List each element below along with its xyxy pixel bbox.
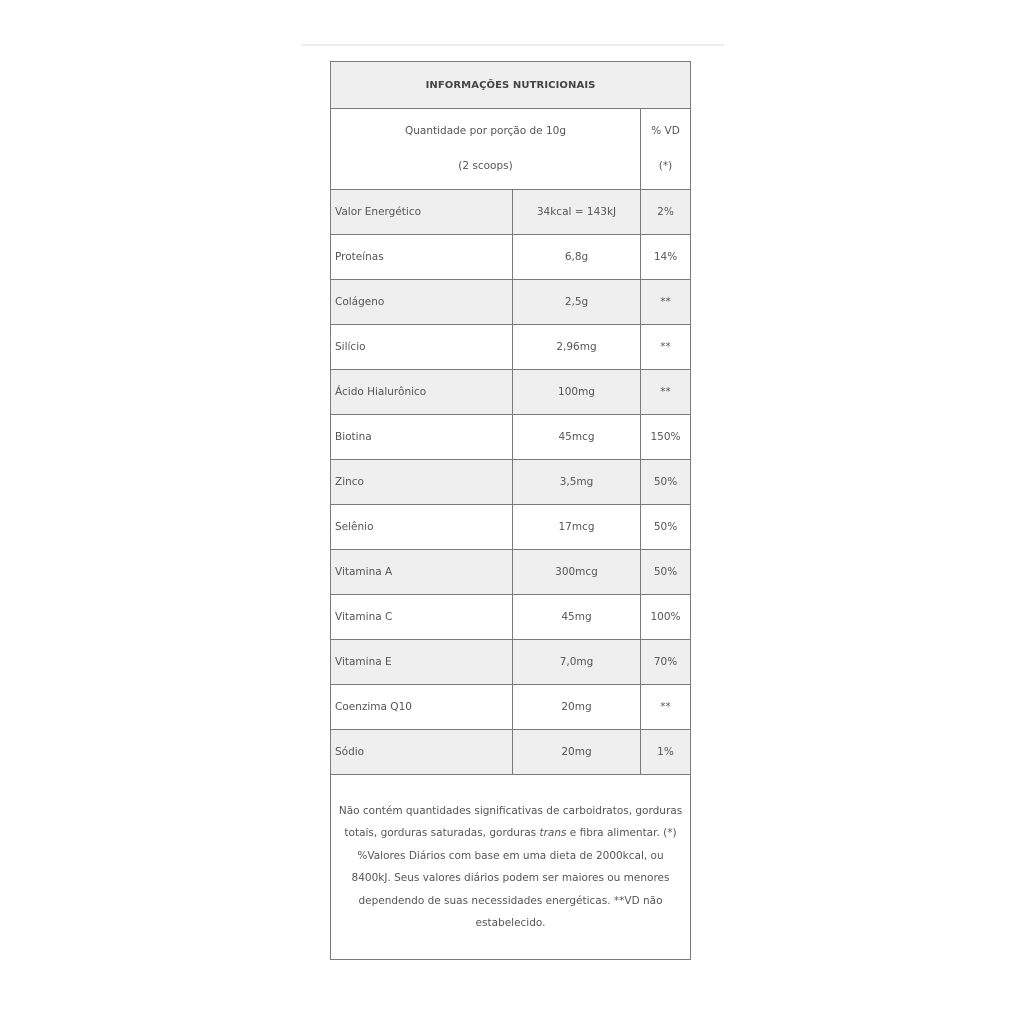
nutrient-amount: 2,5g — [513, 280, 641, 325]
table-row — [331, 370, 691, 415]
nutrient-name: Ácido Hialurônico — [331, 370, 513, 415]
top-divider — [302, 44, 724, 46]
nutrient-name: Vitamina C — [331, 595, 513, 640]
table-row — [331, 235, 691, 280]
nutrition-facts-table — [330, 61, 691, 960]
daily-value-header — [641, 109, 691, 190]
footnote-text-end: e fibra alimentar. (*) %Valores Diários com base em uma dieta de 2000kcal, ou 8400kJ. Seus valores diários podem ser maiores ou menores dependendo de suas necessidades energéticas. **VD não estabelecido. — [351, 827, 677, 929]
nutrient-daily-value: ** — [641, 370, 691, 415]
table-row — [331, 415, 691, 460]
nutrient-name: Vitamina A — [331, 550, 513, 595]
table-row — [331, 280, 691, 325]
table-row — [331, 505, 691, 550]
table-row — [331, 685, 691, 730]
nutrient-amount: 300mcg — [513, 550, 641, 595]
nutrient-amount: 100mg — [513, 370, 641, 415]
serving-size-cell — [331, 109, 641, 190]
nutrient-daily-value: 1% — [641, 730, 691, 775]
nutrient-name: Zinco — [331, 460, 513, 505]
nutrient-amount: 6,8g — [513, 235, 641, 280]
nutrient-amount: 20mg — [513, 685, 641, 730]
nutrient-name: Silício — [331, 325, 513, 370]
daily-value-label: % VD — [651, 125, 680, 137]
footnote — [331, 775, 691, 960]
table-row — [331, 640, 691, 685]
daily-value-asterisk: (*) — [658, 160, 673, 172]
table-row — [331, 325, 691, 370]
nutrient-daily-value: 50% — [641, 460, 691, 505]
nutrient-daily-value: 50% — [641, 505, 691, 550]
table-row — [331, 190, 691, 235]
nutrient-daily-value: 150% — [641, 415, 691, 460]
table-row — [331, 595, 691, 640]
nutrient-name: Vitamina E — [331, 640, 513, 685]
serving-scoops-text: (2 scoops) — [458, 160, 513, 172]
table-title: INFORMAÇÕES NUTRICIONAIS — [331, 62, 691, 109]
nutrient-daily-value: ** — [641, 280, 691, 325]
nutrient-name: Colágeno — [331, 280, 513, 325]
nutrient-amount: 3,5mg — [513, 460, 641, 505]
nutrient-amount: 2,96mg — [513, 325, 641, 370]
footnote-text-start: Não contém quantidades significativas de carboidratos, gorduras totais, gorduras saturadas, gorduras — [338, 804, 683, 839]
nutrient-daily-value: 70% — [641, 640, 691, 685]
table-row — [331, 730, 691, 775]
nutrient-amount: 45mcg — [513, 415, 641, 460]
nutrient-name: Sódio — [331, 730, 513, 775]
serving-row — [331, 109, 691, 190]
serving-size-text: Quantidade por porção de 10g — [405, 125, 566, 137]
table-row — [331, 550, 691, 595]
footnote-trans: trans — [539, 827, 567, 839]
nutrient-amount: 34kcal = 143kJ — [513, 190, 641, 235]
nutrient-amount: 7,0mg — [513, 640, 641, 685]
nutrient-daily-value: ** — [641, 685, 691, 730]
nutrient-name: Coenzima Q10 — [331, 685, 513, 730]
nutrient-daily-value: 50% — [641, 550, 691, 595]
nutrient-amount: 45mg — [513, 595, 641, 640]
footnote-row — [331, 775, 691, 960]
nutrient-daily-value: 14% — [641, 235, 691, 280]
nutrient-daily-value: 100% — [641, 595, 691, 640]
nutrient-name: Proteínas — [331, 235, 513, 280]
nutrient-name: Biotina — [331, 415, 513, 460]
nutrient-daily-value: ** — [641, 325, 691, 370]
nutrient-name: Valor Energético — [331, 190, 513, 235]
nutrient-daily-value: 2% — [641, 190, 691, 235]
table-title-row — [331, 62, 691, 109]
nutrient-name: Selênio — [331, 505, 513, 550]
nutrient-amount: 20mg — [513, 730, 641, 775]
table-row — [331, 460, 691, 505]
nutrient-amount: 17mcg — [513, 505, 641, 550]
